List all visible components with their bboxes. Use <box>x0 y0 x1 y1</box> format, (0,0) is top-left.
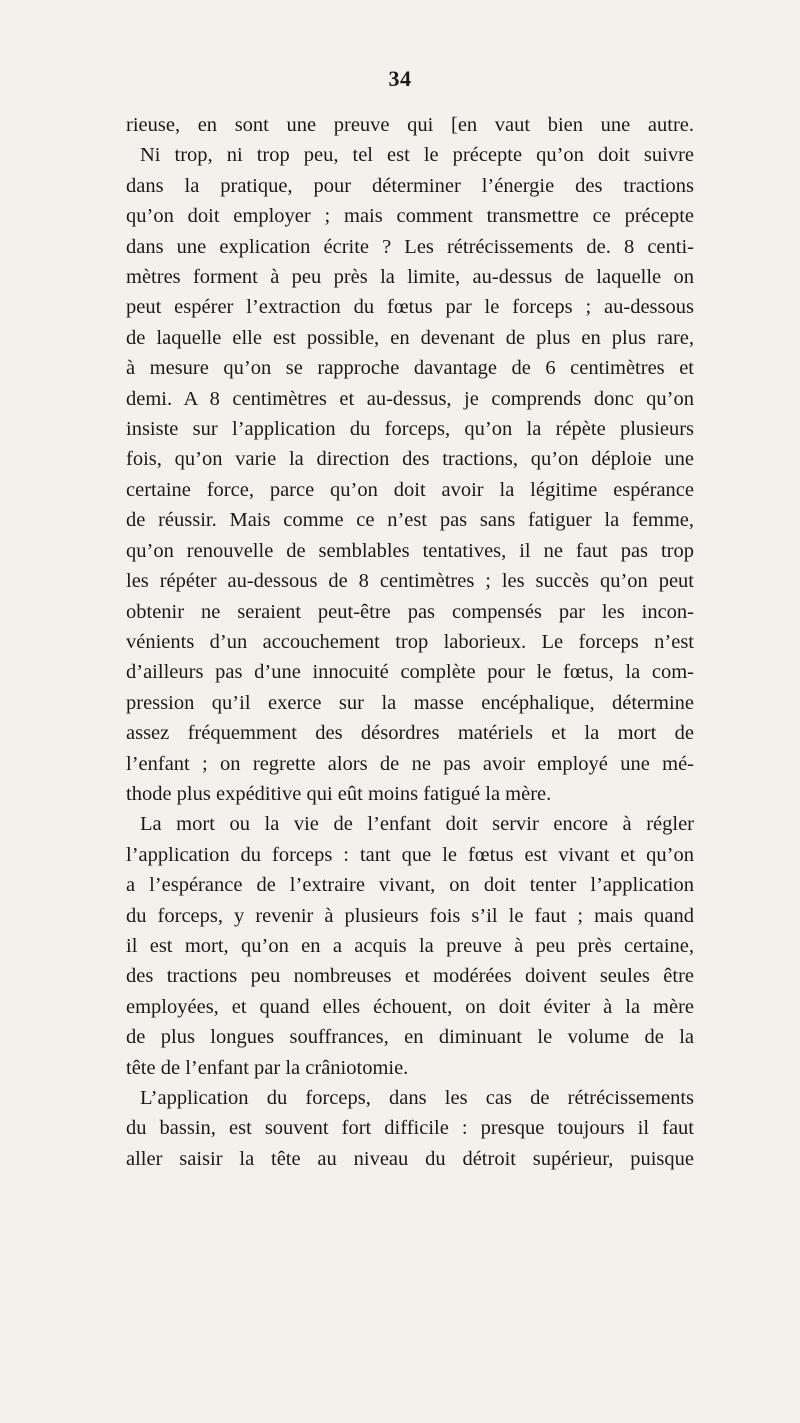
text-line: pression qu’il exerce sur la masse encéphalique, détermine <box>126 691 694 714</box>
text-line: d’ailleurs pas d’une innocuité complète pour le fœtus, la com- <box>126 661 694 684</box>
text-line: vénients d’un accouchement trop laborieux. Le forceps n’est <box>126 630 694 653</box>
text-line: assez fréquemment des désordres matériels et la mort de <box>126 722 694 745</box>
text-line: il est mort, qu’on en a acquis la preuve à peu près certaine, <box>126 934 694 957</box>
text-line: qu’on doit employer ; mais comment transmettre ce précepte <box>126 205 694 228</box>
text-line: les répéter au-dessous de 8 centimètres ; les succès qu’on peut <box>126 570 694 593</box>
text-line: des tractions peu nombreuses et modérées doivent seules être <box>126 965 694 988</box>
body-text <box>126 110 694 1174</box>
text-line: dans une explication écrite ? Les rétrécissements de. 8 centi- <box>126 235 694 258</box>
text-line: La mort ou la vie de l’enfant doit servir encore à régler <box>140 813 694 836</box>
text-line: l’application du forceps : tant que le fœtus est vivant et qu’on <box>126 843 694 866</box>
text-line: de plus longues souffrances, en diminuant le volume de la <box>126 1026 694 1049</box>
text-line: certaine force, parce qu’on doit avoir la légitime espérance <box>126 478 694 501</box>
text-line: à mesure qu’on se rapproche davantage de 6 centimètres et <box>126 357 694 380</box>
text-line: aller saisir la tête au niveau du détroit supérieur, puisque <box>126 1147 694 1170</box>
text-line: peut espérer l’extraction du fœtus par le forceps ; au-dessous <box>126 296 694 319</box>
text-line: insiste sur l’application du forceps, qu’on la répète plusieurs <box>126 418 694 441</box>
text-line: de laquelle elle est possible, en devenant de plus en plus rare, <box>126 326 694 349</box>
text-line: l’enfant ; on regrette alors de ne pas avoir employé une mé- <box>126 752 694 775</box>
text-line: du bassin, est souvent fort difficile : presque toujours il faut <box>126 1117 694 1140</box>
text-line: du forceps, y revenir à plusieurs fois s’il le faut ; mais quand <box>126 904 694 927</box>
text-line: fois, qu’on varie la direction des tractions, qu’on déploie une <box>126 448 694 471</box>
text-line: rieuse, en sont une preuve qui [en vaut bien une autre. <box>126 114 694 136</box>
text-line: obtenir ne seraient peut-être pas compensés par les incon- <box>126 600 694 623</box>
text-line: a l’espérance de l’extraire vivant, on doit tenter l’application <box>126 874 694 897</box>
text-line: qu’on renouvelle de semblables tentatives, il ne faut pas trop <box>126 539 694 562</box>
text-line: employées, et quand elles échouent, on doit éviter à la mère <box>126 995 694 1018</box>
text-line: L’application du forceps, dans les cas de rétrécissements <box>140 1087 694 1109</box>
text-line: thode plus expéditive qui eût moins fatigué la mère. <box>126 782 552 805</box>
text-line: tête de l’enfant par la crâniotomie. <box>126 1056 409 1079</box>
page-number: 34 <box>388 66 412 91</box>
text-line: demi. A 8 centimètres et au-dessus, je comprends donc qu’on <box>126 387 694 410</box>
text-line: de réussir. Mais comme ce n’est pas sans fatiguer la femme, <box>126 509 694 532</box>
text-line: Ni trop, ni trop peu, tel est le précepte qu’on doit suivre <box>140 144 694 167</box>
text-line: dans la pratique, pour déterminer l’énergie des tractions <box>126 174 694 197</box>
text-line: mètres forment à peu près la limite, au-dessus de laquelle on <box>126 266 694 289</box>
